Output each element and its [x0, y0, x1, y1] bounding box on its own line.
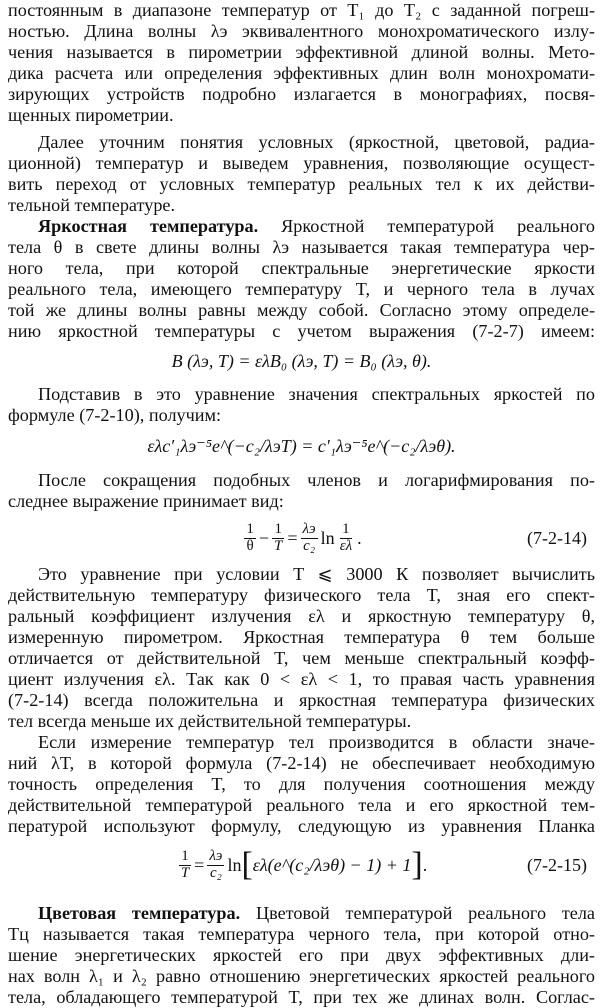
text-line: ральный коэффициент излучения ελ и яркостную температуру θ,	[8, 606, 595, 626]
section-color-temperature	[8, 903, 595, 1008]
text-line: точность определения T, то для получения соотношения между	[8, 774, 595, 794]
text-line: пературой используют формулу, следующую из уравнения Планка	[8, 816, 595, 836]
equation-brightness	[8, 348, 595, 374]
text-line: Это уравнение при условии T ⩽ 3000 К позволяет вычислить	[38, 564, 595, 584]
section-heading: Яркостная температура.	[38, 216, 259, 236]
text-line: тела θ в свете длины волны λэ называется такая температура чер-	[8, 237, 595, 257]
paragraph-conventional-temperatures	[8, 132, 595, 216]
fraction: $\frac{1}{T}$	[180, 847, 190, 881]
paragraph-logarithm	[8, 470, 595, 512]
paragraph-effective-wavelength	[8, 0, 595, 126]
text-line: (7-2-14) всегда положительна и яркостная температура физических	[8, 690, 595, 710]
equation-number: (7-2-15)	[527, 854, 587, 875]
fraction: $\frac{\lambda э}{\text{c₂}}$	[209, 847, 223, 881]
equation-7-2-15: $\frac{1}{T}$ = $\frac{\lambda э}{\text{c₂}}$ ln [ ελ(e^(c₂/λэθ) − 1) + 1 ] . (7-2-15)	[180, 846, 587, 883]
text-line: отличается от действительной T, чем меньше спектральный коэфф-	[8, 648, 595, 668]
equation-text: ελc′₁λэ⁻⁵e^(−c₂/λэT) = c′₁λэ⁻⁵e^(−c₂/λэθ).	[147, 435, 456, 456]
section-first-line	[8, 903, 595, 924]
fraction: $\frac{1}{T}$	[274, 520, 283, 554]
text-line: ционной) температур и выведем уравнения, позволяющие осущест-	[8, 153, 595, 173]
equation-spectral-brightness	[8, 432, 595, 460]
paragraph-brightness-discussion	[8, 564, 595, 732]
text-line: Далее уточним понятия условных (яркостной, цветовой, радиа-	[38, 132, 595, 152]
text-line: тел всегда меньше их действительной температуры.	[8, 711, 412, 731]
equation-text: ελ(e^(c₂/λэθ) − 1) + 1	[252, 854, 412, 875]
text-line: зирующих устройств подробно излагается в монографиях, посвя-	[8, 84, 595, 104]
paragraph-substitution	[8, 384, 595, 426]
equation-7-2-14: $\frac{1}{\theta}$ − $\frac{1}{T}$ = $\frac{\lambda э}{\text{c₂}}$ ln $\frac{1}{\varepsilon\lambda}$ . (7-2-14)	[246, 520, 587, 554]
section-brightness-temperature	[8, 216, 595, 342]
fraction: $\frac{\lambda э}{\text{c₂}}$	[302, 520, 316, 554]
text-run: Цветовой температурой реального тела	[240, 903, 595, 923]
text-line: Если измерение температур тел производится в области значе-	[38, 732, 595, 752]
text-line: формуле (7-2-10), получим:	[8, 405, 222, 425]
text-line: Подставив в это уравнение значения спектральных яркостей по	[38, 384, 595, 404]
text-line: постоянным в диапазоне температур от T₁ до T₂ с заданной погреш-	[8, 0, 595, 20]
section-first-line	[8, 216, 595, 237]
equation-number: (7-2-14)	[527, 527, 587, 548]
text-line: шение энергетических яркостей его при двух эффективных дли-	[8, 945, 595, 965]
text-line: нах волн λ₁ и λ₂ равно отношению энергетических яркостей реального	[8, 966, 595, 986]
text-line: дика расчета или определения эффективных длин волн монохромати-	[8, 63, 595, 83]
text-line: той же длины волны равны между собой. Согласно этому определе-	[8, 300, 595, 320]
text-line: ностью. Длина волны λэ эквивалентного монохроматического излу-	[8, 21, 595, 41]
text-line: измеренную пирометром. Яркостная температура θ тем больше	[8, 627, 595, 647]
section-heading: Цветовая температура.	[38, 903, 241, 923]
text-line: реального тела, имеющего температуру T, и черного тела в лучах	[8, 279, 595, 299]
equation-text: B (λэ, T) = ελB₀ (λэ, T) = B₀ (λэ, θ).	[171, 350, 432, 371]
text-line: После сокращения подобных членов и логарифмирования по-	[38, 470, 595, 490]
text-line: Tц называется такая температура черного тела, при которой отно-	[8, 924, 595, 944]
text-line: щенных пирометрии.	[8, 105, 174, 125]
text-line: вить переход от условных температур реальных тел к их действи-	[8, 174, 595, 194]
fraction: $\frac{1}{\varepsilon\lambda}$	[339, 520, 353, 554]
text-line: действительную температуру физического тела T, зная его спект-	[8, 585, 595, 605]
paragraph-planck	[8, 732, 595, 837]
text-run: Яркостной температурой реального	[258, 216, 595, 236]
text-line: чения называется в пирометрии эффективной длиной волны. Мето-	[8, 42, 595, 62]
text-line: ний λT, в которой формула (7-2-14) не обеспечивает необходимую	[8, 753, 595, 773]
text-line: ного тела, при которой спектральные энергетические яркости	[8, 258, 595, 278]
text-line: тельной температуре.	[8, 195, 176, 215]
text-line: нию яркостной температуры с учетом выражения (7-2-7) имеем:	[8, 321, 595, 341]
text-line: циент излучения ελ. Так как 0 < ελ < 1, то правая часть уравнения	[8, 669, 595, 689]
text-line: действительной температурой реального тела и его яркостной тем-	[8, 795, 595, 815]
fraction: $\frac{1}{\theta}$	[246, 520, 254, 554]
text-line: следнее выражение принимает вид:	[8, 491, 284, 511]
text-line: тела, обладающего температурой T, при тех же длинах волн. Соглас-	[8, 987, 595, 1007]
